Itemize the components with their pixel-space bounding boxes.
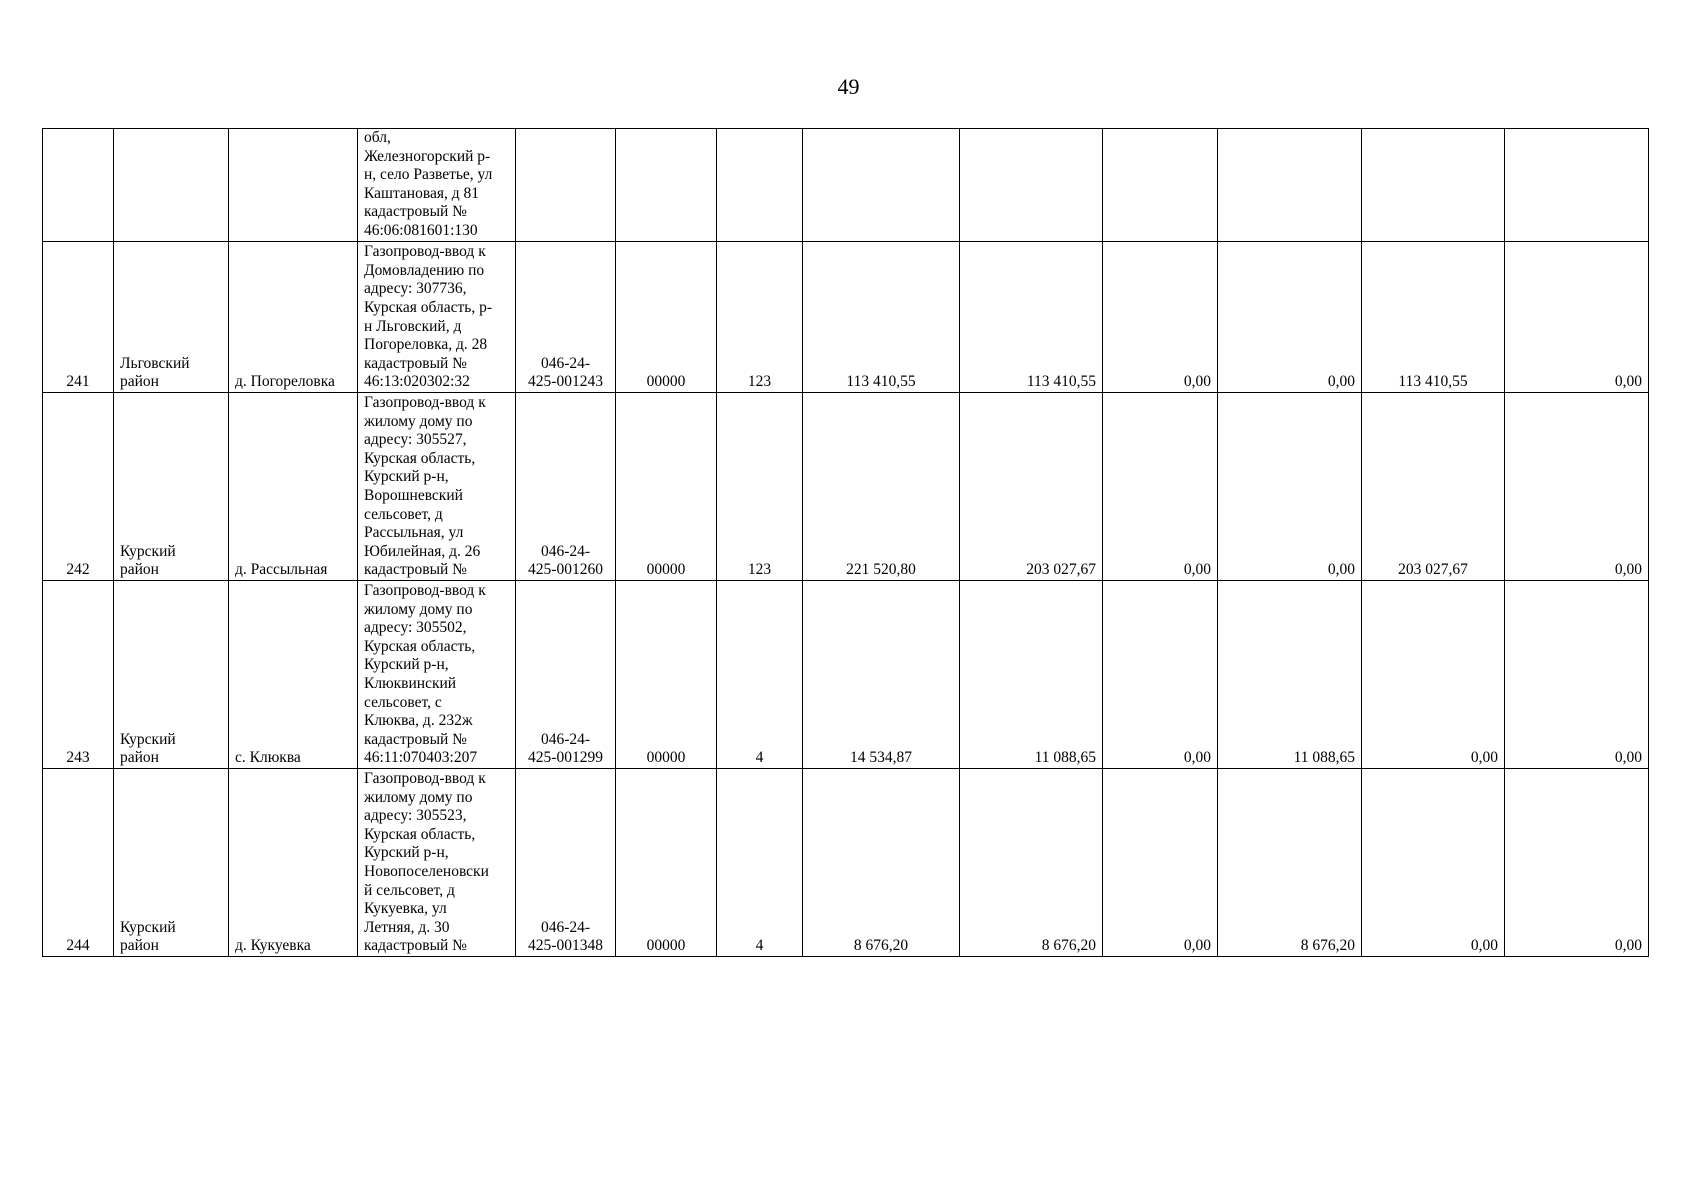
value2-cell: 203 027,67	[960, 393, 1103, 581]
c6-cell: 00000	[616, 393, 717, 581]
value5-cell	[1362, 129, 1505, 242]
value3-cell: 0,00	[1103, 581, 1218, 769]
num-cell	[43, 129, 114, 242]
table-row	[43, 393, 1649, 581]
c7-cell: 4	[717, 581, 803, 769]
value2-cell: 11 088,65	[960, 581, 1103, 769]
district-cell: Курский район	[114, 769, 229, 957]
value6-cell: 0,00	[1505, 581, 1649, 769]
c6-cell	[616, 129, 717, 242]
address-cell: Газопровод-ввод к жилому дому по адресу: 305502, Курская область, Курский р-н, Клюквинский сельсовет, с Клюква, д. 232ж кадастровый № 46:11:070403:207	[358, 581, 516, 769]
value3-cell: 0,00	[1103, 393, 1218, 581]
value1-cell	[803, 129, 960, 242]
code-cell: 046-24- 425-001348	[516, 769, 616, 957]
district-cell: Курский район	[114, 393, 229, 581]
district-cell	[114, 129, 229, 242]
value2-cell	[960, 129, 1103, 242]
value5-cell: 0,00	[1362, 581, 1505, 769]
table-row	[43, 242, 1649, 393]
value3-cell: 0,00	[1103, 242, 1218, 393]
address-cell: обл, Железногорский р- н, село Разветье, ул Каштановая, д 81 кадастровый № 46:06:081601:130	[358, 129, 516, 242]
num-cell: 244	[43, 769, 114, 957]
value1-cell: 113 410,55	[803, 242, 960, 393]
value2-cell: 113 410,55	[960, 242, 1103, 393]
address-cell: Газопровод-ввод к Домовладению по адресу: 307736, Курская область, р- н Льговский, д Погореловка, д. 28 кадастровый № 46:13:020302:32	[358, 242, 516, 393]
value6-cell	[1505, 129, 1649, 242]
value5-cell: 203 027,67	[1362, 393, 1505, 581]
value4-cell: 11 088,65	[1218, 581, 1362, 769]
value4-cell: 0,00	[1218, 393, 1362, 581]
locality-cell	[229, 129, 358, 242]
value1-cell: 221 520,80	[803, 393, 960, 581]
value1-cell: 14 534,87	[803, 581, 960, 769]
table-row-continuation	[43, 129, 1649, 242]
code-cell: 046-24- 425-001260	[516, 393, 616, 581]
register-table	[42, 128, 1649, 957]
value5-cell: 113 410,55	[1362, 242, 1505, 393]
value5-cell: 0,00	[1362, 769, 1505, 957]
c7-cell: 123	[717, 393, 803, 581]
num-cell: 242	[43, 393, 114, 581]
value6-cell: 0,00	[1505, 393, 1649, 581]
district-cell: Льговский район	[114, 242, 229, 393]
value2-cell: 8 676,20	[960, 769, 1103, 957]
c6-cell: 00000	[616, 581, 717, 769]
value4-cell: 0,00	[1218, 242, 1362, 393]
c7-cell: 4	[717, 769, 803, 957]
c6-cell: 00000	[616, 242, 717, 393]
c7-cell: 123	[717, 242, 803, 393]
table-row	[43, 581, 1649, 769]
table-row	[43, 769, 1649, 957]
code-cell: 046-24- 425-001299	[516, 581, 616, 769]
value6-cell: 0,00	[1505, 242, 1649, 393]
code-cell: 046-24- 425-001243	[516, 242, 616, 393]
locality-cell: д. Кукуевка	[229, 769, 358, 957]
value4-cell	[1218, 129, 1362, 242]
locality-cell: д. Погореловка	[229, 242, 358, 393]
c7-cell	[717, 129, 803, 242]
value4-cell: 8 676,20	[1218, 769, 1362, 957]
locality-cell: д. Рассыльная	[229, 393, 358, 581]
value3-cell: 0,00	[1103, 769, 1218, 957]
num-cell: 241	[43, 242, 114, 393]
page-number: 49	[837, 74, 860, 99]
code-cell	[516, 129, 616, 242]
value3-cell	[1103, 129, 1218, 242]
address-cell: Газопровод-ввод к жилому дому по адресу: 305523, Курская область, Курский р-н, Новопоселеновски й сельсовет, д Кукуевка, ул Летняя, д. 30 кадастровый №	[358, 769, 516, 957]
address-cell: Газопровод-ввод к жилому дому по адресу: 305527, Курская область, Курский р-н, Ворошневский сельсовет, д Рассыльная, ул Юбилейная, д. 26 кадастровый №	[358, 393, 516, 581]
num-cell: 243	[43, 581, 114, 769]
value1-cell: 8 676,20	[803, 769, 960, 957]
locality-cell: с. Клюква	[229, 581, 358, 769]
value6-cell: 0,00	[1505, 769, 1649, 957]
district-cell: Курский район	[114, 581, 229, 769]
c6-cell: 00000	[616, 769, 717, 957]
